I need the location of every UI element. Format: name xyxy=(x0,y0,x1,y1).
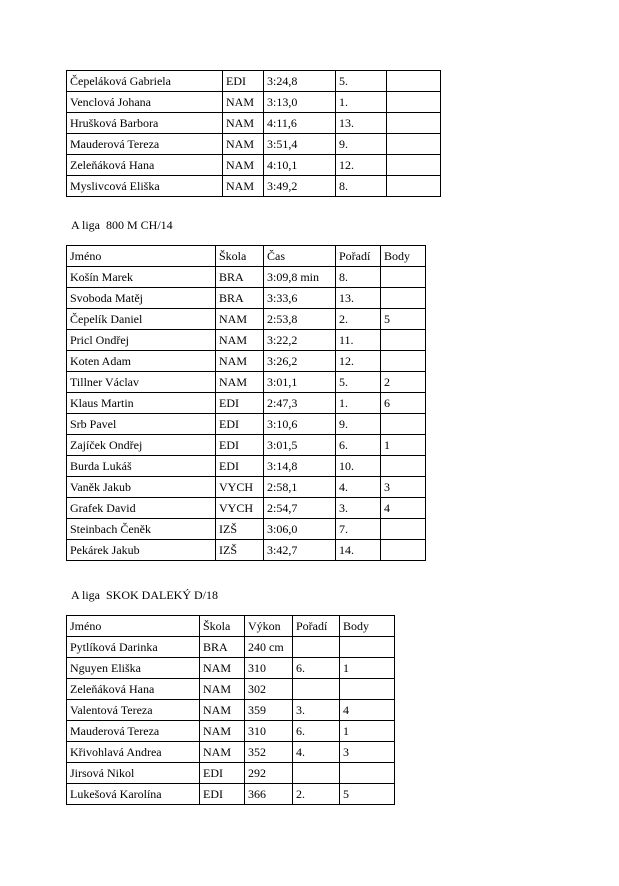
results-table-800m xyxy=(66,245,426,561)
school-cell: NAM xyxy=(200,700,245,721)
table-row xyxy=(67,721,395,742)
column-header: Body xyxy=(340,616,395,637)
school-cell: IZŠ xyxy=(216,519,264,540)
points-cell xyxy=(381,351,426,372)
header-row xyxy=(67,246,426,267)
result-cell: 310 xyxy=(245,721,293,742)
name-cell: Koten Adam xyxy=(67,351,216,372)
school-cell: NAM xyxy=(200,679,245,700)
points-cell: 4 xyxy=(381,498,426,519)
table-row xyxy=(67,742,395,763)
name-cell: Hrušková Barbora xyxy=(67,113,223,134)
table-row xyxy=(67,637,395,658)
table-row xyxy=(67,176,441,197)
results-table-1 xyxy=(66,70,441,197)
name-cell: Čepeláková Gabriela xyxy=(67,71,223,92)
result-cell: 3:06,0 xyxy=(264,519,336,540)
points-cell xyxy=(387,176,441,197)
result-cell: 240 cm xyxy=(245,637,293,658)
rank-cell: 8. xyxy=(336,176,387,197)
name-cell: Zeleňáková Hana xyxy=(67,155,223,176)
result-cell: 310 xyxy=(245,658,293,679)
section-heading-800m: A liga 800 M CH/14 xyxy=(71,218,173,232)
points-cell xyxy=(340,637,395,658)
result-cell: 3:24,8 xyxy=(264,71,336,92)
rank-cell xyxy=(293,679,340,700)
school-cell: NAM xyxy=(200,742,245,763)
column-header: Jméno xyxy=(67,246,216,267)
results-table-1-body xyxy=(67,71,441,197)
results-table-long-jump-body xyxy=(67,616,395,805)
name-cell: Pytlíková Darinka xyxy=(67,637,200,658)
school-cell: NAM xyxy=(223,134,264,155)
school-cell: VYCH xyxy=(216,498,264,519)
rank-cell: 14. xyxy=(336,540,381,561)
rank-cell: 2. xyxy=(336,309,381,330)
column-header: Škola xyxy=(200,616,245,637)
result-cell: 2:58,1 xyxy=(264,477,336,498)
school-cell: EDI xyxy=(216,435,264,456)
table-row xyxy=(67,71,441,92)
rank-cell: 8. xyxy=(336,267,381,288)
school-cell: BRA xyxy=(200,637,245,658)
name-cell: Grafek David xyxy=(67,498,216,519)
rank-cell: 4. xyxy=(336,477,381,498)
table-row xyxy=(67,658,395,679)
rank-cell: 13. xyxy=(336,113,387,134)
points-cell: 3 xyxy=(381,477,426,498)
rank-cell: 10. xyxy=(336,456,381,477)
name-cell: Svoboda Matěj xyxy=(67,288,216,309)
name-cell: Křivohlavá Andrea xyxy=(67,742,200,763)
points-cell xyxy=(387,134,441,155)
table-row xyxy=(67,134,441,155)
school-cell: EDI xyxy=(200,784,245,805)
rank-cell: 5. xyxy=(336,71,387,92)
name-cell: Čepelík Daniel xyxy=(67,309,216,330)
school-cell: BRA xyxy=(216,288,264,309)
points-cell: 5 xyxy=(340,784,395,805)
rank-cell: 6. xyxy=(293,658,340,679)
points-cell xyxy=(381,288,426,309)
table-row xyxy=(67,700,395,721)
school-cell: NAM xyxy=(216,351,264,372)
result-cell: 3:01,1 xyxy=(264,372,336,393)
result-cell: 2:53,8 xyxy=(264,309,336,330)
name-cell: Zajíček Ondřej xyxy=(67,435,216,456)
table-row xyxy=(67,267,426,288)
points-cell xyxy=(381,267,426,288)
result-cell: 3:51,4 xyxy=(264,134,336,155)
result-cell: 3:01,5 xyxy=(264,435,336,456)
table-row xyxy=(67,477,426,498)
result-cell: 366 xyxy=(245,784,293,805)
name-cell: Mauderová Tereza xyxy=(67,721,200,742)
name-cell: Steinbach Čeněk xyxy=(67,519,216,540)
school-cell: NAM xyxy=(223,176,264,197)
table-row xyxy=(67,519,426,540)
points-cell: 1 xyxy=(340,721,395,742)
school-cell: NAM xyxy=(223,155,264,176)
school-cell: NAM xyxy=(216,309,264,330)
school-cell: BRA xyxy=(216,267,264,288)
points-cell: 1 xyxy=(340,658,395,679)
name-cell: Mauderová Tereza xyxy=(67,134,223,155)
column-header: Pořadí xyxy=(336,246,381,267)
rank-cell xyxy=(293,637,340,658)
school-cell: EDI xyxy=(223,71,264,92)
school-cell: NAM xyxy=(223,92,264,113)
result-cell: 2:54,7 xyxy=(264,498,336,519)
section-heading-long-jump: A liga SKOK DALEKÝ D/18 xyxy=(71,588,218,602)
table-row xyxy=(67,393,426,414)
name-cell: Košín Marek xyxy=(67,267,216,288)
school-cell: EDI xyxy=(200,763,245,784)
result-cell: 3:09,8 min xyxy=(264,267,336,288)
name-cell: Srb Pavel xyxy=(67,414,216,435)
school-cell: NAM xyxy=(223,113,264,134)
result-cell: 352 xyxy=(245,742,293,763)
school-cell: EDI xyxy=(216,456,264,477)
result-cell: 3:49,2 xyxy=(264,176,336,197)
rank-cell xyxy=(293,763,340,784)
rank-cell: 6. xyxy=(336,435,381,456)
points-cell: 6 xyxy=(381,393,426,414)
table-row xyxy=(67,372,426,393)
table-row xyxy=(67,540,426,561)
name-cell: Pekárek Jakub xyxy=(67,540,216,561)
result-cell: 292 xyxy=(245,763,293,784)
name-cell: Valentová Tereza xyxy=(67,700,200,721)
name-cell: Zeleňáková Hana xyxy=(67,679,200,700)
school-cell: EDI xyxy=(216,393,264,414)
table-row xyxy=(67,784,395,805)
points-cell: 1 xyxy=(381,435,426,456)
points-cell xyxy=(381,519,426,540)
name-cell: Myslivcová Eliška xyxy=(67,176,223,197)
rank-cell: 1. xyxy=(336,92,387,113)
rank-cell: 6. xyxy=(293,721,340,742)
result-cell: 3:13,0 xyxy=(264,92,336,113)
school-cell: EDI xyxy=(216,414,264,435)
name-cell: Burda Lukáš xyxy=(67,456,216,477)
rank-cell: 3. xyxy=(336,498,381,519)
result-cell: 3:26,2 xyxy=(264,351,336,372)
results-table-long-jump xyxy=(66,615,395,805)
table-row xyxy=(67,113,441,134)
table-row xyxy=(67,763,395,784)
result-cell: 3:14,8 xyxy=(264,456,336,477)
rank-cell: 3. xyxy=(293,700,340,721)
rank-cell: 9. xyxy=(336,414,381,435)
rank-cell: 1. xyxy=(336,393,381,414)
table-row xyxy=(67,330,426,351)
column-header: Pořadí xyxy=(293,616,340,637)
school-cell: VYCH xyxy=(216,477,264,498)
table-row xyxy=(67,92,441,113)
points-cell: 2 xyxy=(381,372,426,393)
result-cell: 302 xyxy=(245,679,293,700)
result-cell: 3:22,2 xyxy=(264,330,336,351)
column-header: Body xyxy=(381,246,426,267)
points-cell: 4 xyxy=(340,700,395,721)
rank-cell: 12. xyxy=(336,155,387,176)
column-header: Jméno xyxy=(67,616,200,637)
table-row xyxy=(67,414,426,435)
column-header: Výkon xyxy=(245,616,293,637)
name-cell: Lukešová Karolína xyxy=(67,784,200,805)
header-row xyxy=(67,616,395,637)
school-cell: NAM xyxy=(200,721,245,742)
name-cell: Venclová Johana xyxy=(67,92,223,113)
result-cell: 3:10,6 xyxy=(264,414,336,435)
points-cell xyxy=(387,71,441,92)
rank-cell: 11. xyxy=(336,330,381,351)
table-row xyxy=(67,309,426,330)
points-cell xyxy=(387,92,441,113)
name-cell: Nguyen Eliška xyxy=(67,658,200,679)
school-cell: NAM xyxy=(200,658,245,679)
rank-cell: 2. xyxy=(293,784,340,805)
table-row xyxy=(67,435,426,456)
table-row xyxy=(67,288,426,309)
name-cell: Klaus Martin xyxy=(67,393,216,414)
name-cell: Jirsová Nikol xyxy=(67,763,200,784)
school-cell: NAM xyxy=(216,372,264,393)
table-row xyxy=(67,679,395,700)
column-header: Škola xyxy=(216,246,264,267)
rank-cell: 9. xyxy=(336,134,387,155)
points-cell xyxy=(381,330,426,351)
result-cell: 359 xyxy=(245,700,293,721)
result-cell: 3:33,6 xyxy=(264,288,336,309)
result-cell: 2:47,3 xyxy=(264,393,336,414)
name-cell: Pricl Ondřej xyxy=(67,330,216,351)
result-cell: 4:10,1 xyxy=(264,155,336,176)
rank-cell: 12. xyxy=(336,351,381,372)
points-cell xyxy=(340,679,395,700)
rank-cell: 13. xyxy=(336,288,381,309)
points-cell xyxy=(381,456,426,477)
points-cell xyxy=(381,414,426,435)
points-cell: 3 xyxy=(340,742,395,763)
table-row xyxy=(67,155,441,176)
result-cell: 3:42,7 xyxy=(264,540,336,561)
points-cell: 5 xyxy=(381,309,426,330)
points-cell xyxy=(387,113,441,134)
school-cell: IZŠ xyxy=(216,540,264,561)
rank-cell: 7. xyxy=(336,519,381,540)
table-row xyxy=(67,351,426,372)
name-cell: Vaněk Jakub xyxy=(67,477,216,498)
results-table-800m-body xyxy=(67,246,426,561)
name-cell: Tillner Václav xyxy=(67,372,216,393)
points-cell xyxy=(340,763,395,784)
rank-cell: 5. xyxy=(336,372,381,393)
points-cell xyxy=(387,155,441,176)
result-cell: 4:11,6 xyxy=(264,113,336,134)
column-header: Čas xyxy=(264,246,336,267)
school-cell: NAM xyxy=(216,330,264,351)
points-cell xyxy=(381,540,426,561)
table-row xyxy=(67,456,426,477)
rank-cell: 4. xyxy=(293,742,340,763)
table-row xyxy=(67,498,426,519)
